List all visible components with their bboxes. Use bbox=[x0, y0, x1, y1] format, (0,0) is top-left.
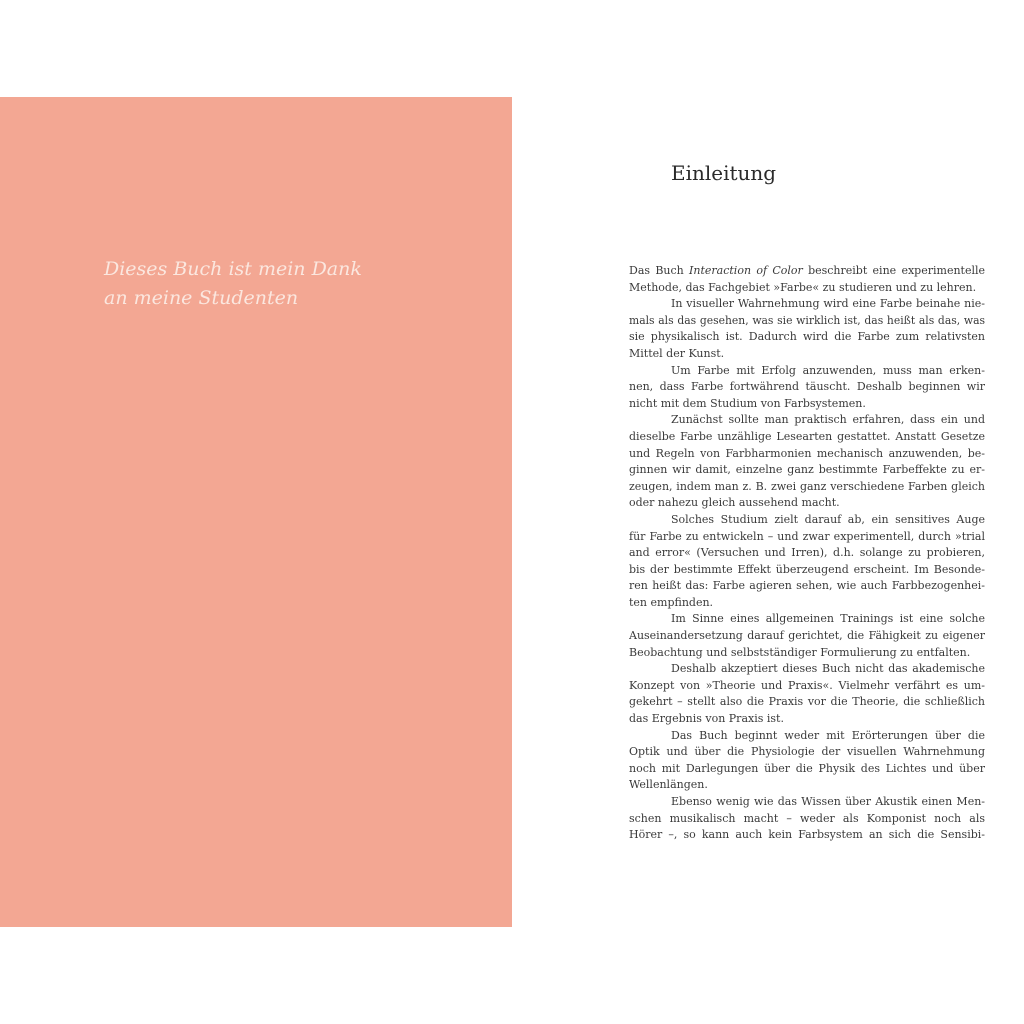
text-line: Um Farbe mit Erfolg anzuwenden, muss man erken- bbox=[671, 363, 985, 377]
text-line: Auseinandersetzung darauf gerichtet, die Fähigkeit zu eigener bbox=[629, 629, 985, 643]
text-line: Wellenlängen. bbox=[629, 778, 708, 792]
text-line: mals als das gesehen, was sie wirklich ist, das heißt als das, was bbox=[629, 313, 985, 327]
text-line: Mittel der Kunst. bbox=[629, 346, 725, 360]
text-line: Hörer –, so kann auch kein Farbsystem an sich die Sensibi- bbox=[629, 828, 985, 842]
text-line: ten empfinden. bbox=[629, 595, 714, 609]
text-line: Optik und über die Physiologie der visuellen Wahrnehmung bbox=[629, 745, 985, 759]
dedication-line: an meine Studenten bbox=[104, 287, 299, 309]
text-line: sie physikalisch ist. Dadurch wird die Farbe zum relativsten bbox=[629, 330, 985, 344]
text-line: oder nahezu gleich aussehend macht. bbox=[629, 496, 840, 510]
text-line: dieselbe Farbe unzählige Lesearten gestattet. Anstatt Gesetze bbox=[629, 429, 985, 443]
text-line: und Regeln von Farbharmonien mechanisch anzuwenden, be- bbox=[629, 446, 985, 460]
body-text bbox=[629, 263, 985, 844]
text-line: schen musikalisch macht – weder als Komponist noch als bbox=[629, 811, 985, 825]
book-title-italic: Interaction of Color bbox=[689, 264, 803, 277]
text-line: ginnen wir damit, einzelne ganz bestimmte Farbeffekte zu er- bbox=[629, 463, 985, 477]
text-line: gekehrt – stellt also die Praxis vor die Theorie, die schließlich bbox=[629, 695, 985, 709]
text-line: Deshalb akzeptiert dieses Buch nicht das akademische bbox=[671, 662, 985, 676]
right-page bbox=[512, 97, 1024, 927]
text-line: Methode, das Fachgebiet »Farbe« zu studieren und zu lehren. bbox=[629, 280, 977, 294]
text-line bbox=[629, 263, 985, 280]
text-run: Das Buch bbox=[629, 264, 690, 277]
left-page bbox=[0, 97, 512, 927]
chapter-title: Einleitung bbox=[671, 161, 777, 185]
text-line: nen, dass Farbe fortwährend täuscht. Deshalb beginnen wir bbox=[629, 380, 985, 394]
text-line: Konzept von »Theorie und Praxis«. Vielmehr verfährt es um- bbox=[629, 678, 985, 692]
text-line: Das Buch beginnt weder mit Erörterungen über die bbox=[671, 728, 985, 742]
dedication bbox=[104, 255, 362, 313]
text-line: Solches Studium zielt darauf ab, ein sensitives Auge bbox=[671, 512, 985, 526]
text-line: Ebenso wenig wie das Wissen über Akustik einen Men- bbox=[671, 795, 985, 808]
text-line: das Ergebnis von Praxis ist. bbox=[629, 712, 784, 726]
text-line: bis der bestimmte Effekt überzeugend erscheint. Im Besonde- bbox=[629, 562, 985, 576]
text-line: Im Sinne eines allgemeinen Trainings ist eine solche bbox=[671, 612, 985, 626]
text-line: nicht mit dem Studium von Farbsystemen. bbox=[629, 396, 866, 410]
text-line: zeugen, indem man z. B. zwei ganz verschiedene Farben gleich bbox=[629, 479, 985, 493]
text-line: and error« (Versuchen und Irren), d.h. solange zu probieren, bbox=[629, 546, 985, 560]
dedication-line: Dieses Buch ist mein Dank bbox=[104, 258, 362, 280]
text-line: noch mit Darlegungen über die Physik des Lichtes und über bbox=[629, 761, 985, 775]
text-line: Beobachtung und selbstständiger Formulierung zu entfalten. bbox=[629, 645, 971, 659]
text-line: für Farbe zu entwickeln – und zwar experimentell, durch »trial bbox=[629, 529, 985, 543]
text-run: beschreibt eine experimentelle bbox=[802, 264, 985, 277]
text-line: In visueller Wahrnehmung wird eine Farbe beinahe nie- bbox=[671, 297, 985, 311]
text-line: ren heißt das: Farbe agieren sehen, wie auch Farbbezogenhei- bbox=[629, 579, 985, 593]
text-line: Zunächst sollte man praktisch erfahren, dass ein und bbox=[671, 413, 985, 427]
